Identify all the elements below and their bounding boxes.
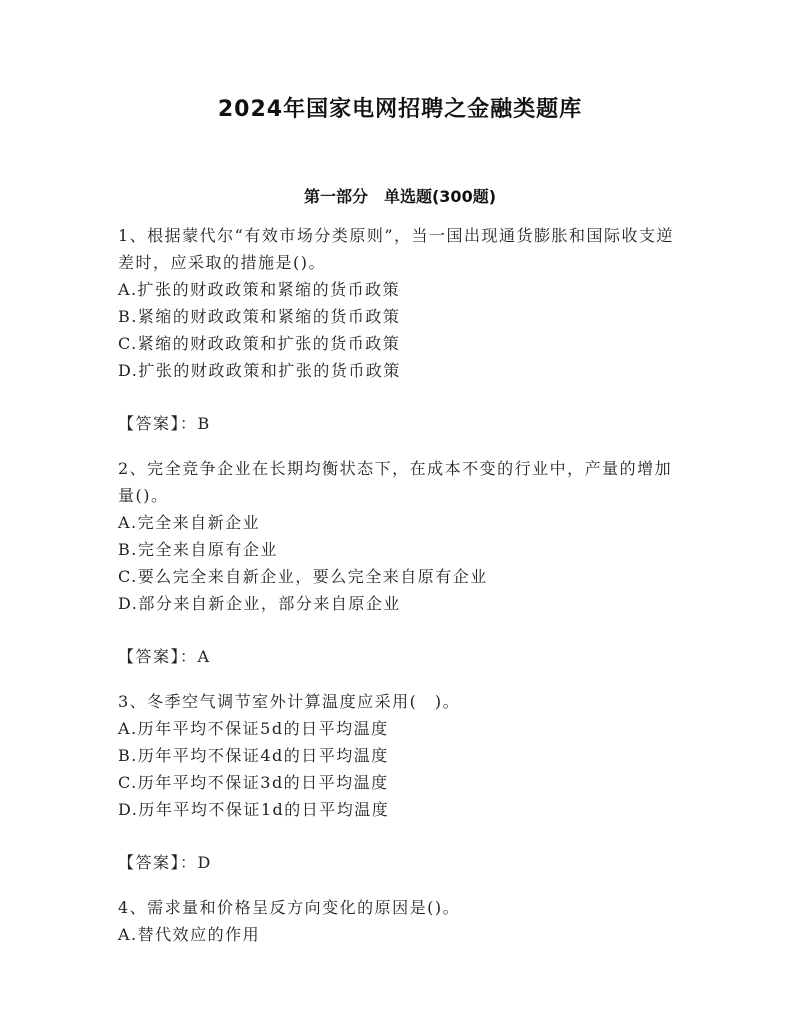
- option-b: B.紧缩的财政政策和紧缩的货币政策: [118, 307, 401, 326]
- option-c: C.紧缩的财政政策和扩张的货币政策: [118, 334, 401, 353]
- question-stem: 3、冬季空气调节室外计算温度应采用( )。: [118, 692, 461, 711]
- question-stem: 1、根据蒙代尔“有效市场分类原则”，当一国出现通货膨胀和国际收支逆差时，应采取的措施是()。: [118, 226, 675, 272]
- document-title: 2024年国家电网招聘之金融类题库: [217, 97, 583, 122]
- question-1: [118, 222, 683, 437]
- option-c: C.要么完全来自新企业，要么完全来自原有企业: [118, 567, 488, 586]
- option-c: C.历年平均不保证3d的日平均温度: [118, 773, 389, 792]
- option-d: D.历年平均不保证1d的日平均温度: [118, 800, 390, 819]
- option-a: A.完全来自新企业: [118, 513, 261, 532]
- answer: 【答案】：D: [118, 853, 212, 872]
- question-list: [118, 222, 683, 948]
- question-2: [118, 455, 683, 670]
- option-a: A.扩张的财政政策和紧缩的货币政策: [118, 280, 401, 299]
- answer: 【答案】：B: [118, 414, 211, 433]
- question-3: [118, 688, 683, 876]
- option-a: A.历年平均不保证5d的日平均温度: [118, 719, 389, 738]
- question-stem: 4、需求量和价格呈反方向变化的原因是()。: [118, 898, 461, 917]
- option-b: B.完全来自原有企业: [118, 540, 278, 559]
- option-b: B.历年平均不保证4d的日平均温度: [118, 746, 389, 765]
- option-a: A.替代效应的作用: [118, 925, 261, 944]
- question-4: [118, 894, 683, 948]
- section-title: 第一部分 单选题(300题): [303, 187, 497, 206]
- answer: 【答案】：A: [118, 647, 211, 666]
- option-d: D.部分来自新企业，部分来自原企业: [118, 594, 401, 613]
- question-stem: 2、完全竞争企业在长期均衡状态下，在成本不变的行业中，产量的增加量()。: [118, 459, 673, 505]
- option-d: D.扩张的财政政策和扩张的货币政策: [118, 361, 401, 380]
